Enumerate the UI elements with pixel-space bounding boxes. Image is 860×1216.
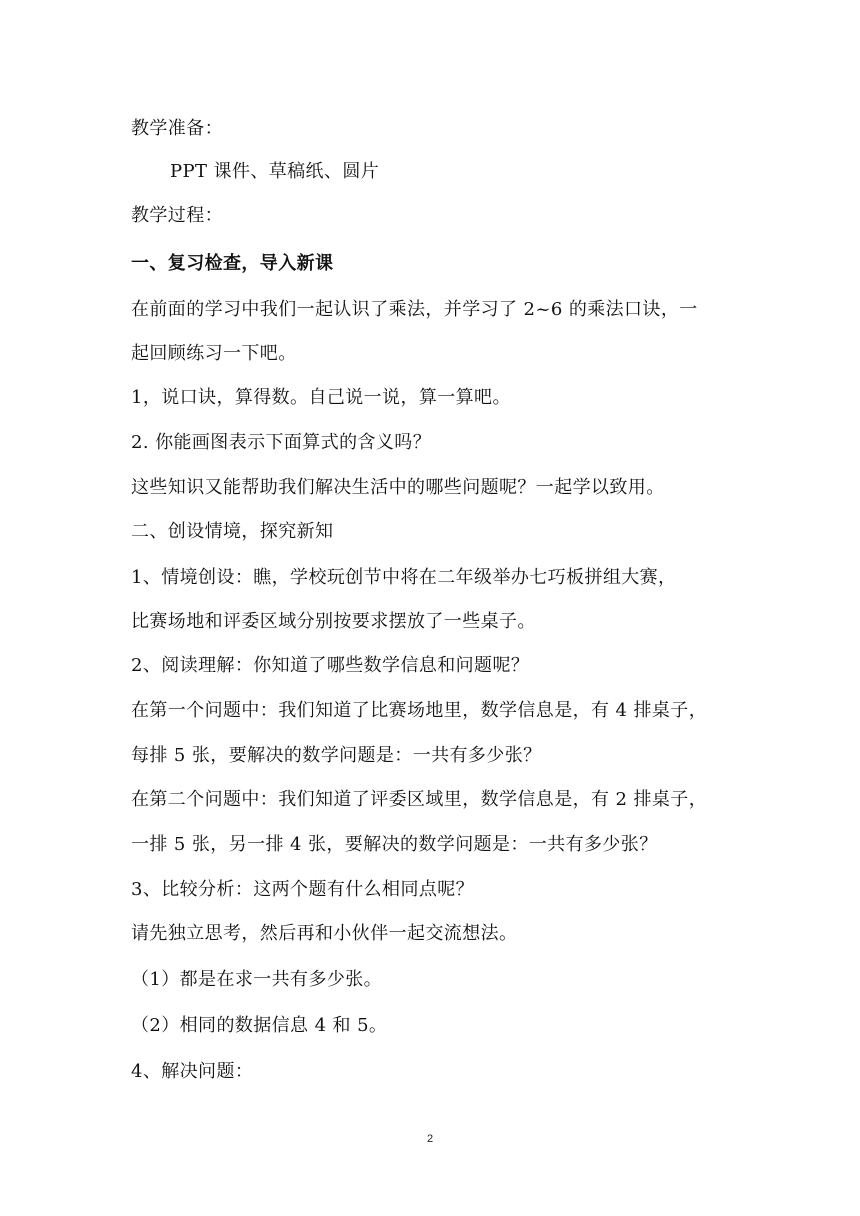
paragraph-line: 在前面的学习中我们一起认识了乘法，并学习了 2~6 的乘法口诀，一 [131,299,698,320]
paragraph-line: 在第二个问题中：我们知道了评委区域里，数学信息是，有 2 排桌子， [131,789,708,810]
paragraph-line: 3、比较分析：这两个题有什么相同点呢？ [131,879,475,900]
paragraph-line: 2、阅读理解：你知道了哪些数学信息和问题呢？ [131,655,530,676]
section-heading-new-knowledge: 二、创设情境，探究新知 [131,521,334,542]
section-heading-preparation: 教学准备： [131,118,223,139]
paragraph-line: 比赛场地和评委区域分别按要求摆放了一些桌子。 [131,611,536,632]
page-number: 2 [426,1133,434,1145]
list-item: 2. 你能画图表示下面算式的含义吗？ [131,432,432,453]
paragraph-line: 一排 5 张，另一排 4 张，要解决的数学问题是：一共有多少张？ [131,834,658,855]
paragraph-line: 这些知识又能帮助我们解决生活中的哪些问题呢？一起学以致用。 [131,477,665,498]
section-heading-review: 一、复习检查，导入新课 [131,253,334,274]
paragraph-line: 请先独立思考，然后再和小伙伴一起交流想法。 [131,923,518,944]
list-item: 1，说口诀，算得数。自己说一说，算一算吧。 [131,387,511,408]
list-item: （1）都是在求一共有多少张。 [131,969,383,990]
section-heading-process: 教学过程： [131,205,223,226]
paragraph-line: 每排 5 张，要解决的数学问题是：一共有多少张？ [131,745,542,766]
paragraph-line: 起回顾练习一下吧。 [131,343,297,364]
paragraph-line: 1、情境创设：瞧，学校玩创节中将在二年级举办七巧板拼组大赛， [131,567,677,588]
preparation-materials: PPT 课件、草稿纸、圆片 [170,161,380,182]
paragraph-line: 在第一个问题中：我们知道了比赛场地里，数学信息是，有 4 排桌子， [131,700,708,721]
list-item: （2）相同的数据信息 4 和 5。 [131,1015,388,1036]
paragraph-line: 4、解决问题： [131,1061,254,1082]
